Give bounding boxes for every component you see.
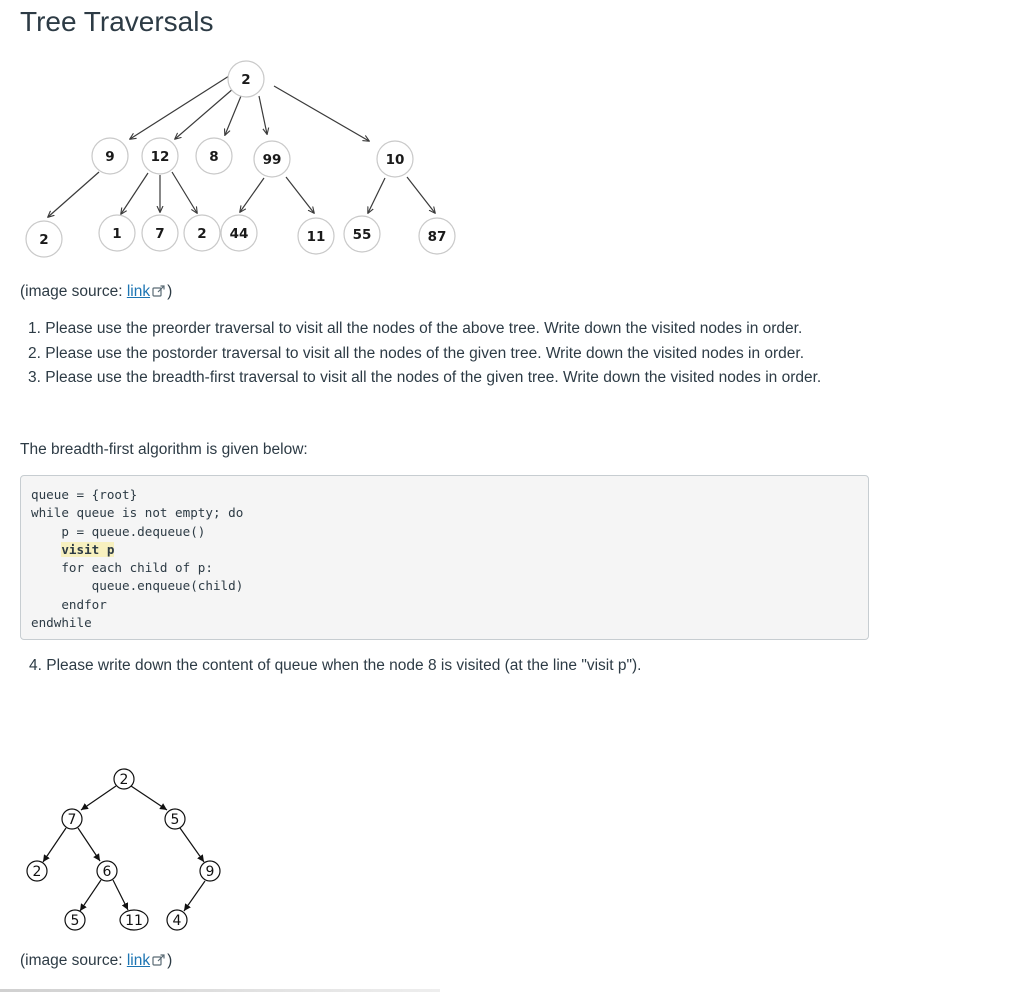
image-source-caption-2: (image source: link ): [20, 952, 173, 969]
tree2-edge: [180, 828, 204, 862]
question-4: 4. Please write down the content of queue when the node 8 is visited (at the line "visit p").: [29, 657, 642, 674]
tree1-edge: [368, 178, 385, 213]
tree1-node: [298, 218, 334, 254]
code-line: for each child of p:: [31, 560, 213, 576]
tree2-edge: [131, 786, 167, 810]
breadth-first-intro: The breadth-first algorithm is given below:: [20, 441, 308, 458]
code-line: queue.enqueue(child): [31, 578, 244, 594]
code-line: p = queue.dequeue(): [31, 523, 206, 539]
svg-text:11: 11: [125, 913, 143, 929]
tree2-node: [167, 910, 187, 930]
tree2-edge: [78, 828, 100, 861]
tree1-node: [377, 141, 413, 177]
svg-text:55: 55: [352, 227, 372, 243]
svg-text:87: 87: [427, 229, 447, 245]
svg-text:10: 10: [385, 152, 405, 168]
code-line: endfor: [31, 596, 107, 612]
question-2: 2. Please use the postorder traversal to visit all the nodes of the given tree. Write down the visited nodes in order.: [28, 344, 805, 362]
image-source-prefix: (image source:: [20, 952, 127, 969]
tree2-node: [120, 910, 148, 930]
external-link-icon: [152, 954, 166, 967]
svg-text:5: 5: [170, 812, 180, 828]
tree1-edge: [259, 96, 267, 134]
svg-text:7: 7: [67, 812, 77, 828]
tree2-node: [97, 861, 117, 881]
svg-text:11: 11: [306, 229, 326, 245]
tree2-edge: [184, 881, 205, 911]
svg-text:2: 2: [32, 864, 42, 880]
tree1-edge: [407, 177, 435, 213]
svg-text:7: 7: [155, 226, 165, 242]
tree-diagram-2: [0, 0, 260, 940]
svg-text:8: 8: [209, 149, 219, 165]
page-title: Tree Traversals: [20, 6, 214, 37]
svg-text:2: 2: [119, 772, 129, 788]
svg-text:2: 2: [241, 72, 251, 88]
question-1: 1. Please use the preorder traversal to visit all the nodes of the above tree. Write down the visited nodes in order.: [28, 320, 803, 337]
svg-text:1: 1: [112, 226, 122, 242]
tree2-node: [62, 809, 82, 829]
svg-text:2: 2: [39, 232, 49, 248]
image-source-link-1[interactable]: link: [126, 283, 151, 300]
tree2-edge: [80, 880, 101, 911]
tree2-node: [65, 910, 85, 930]
tree2-node: [200, 861, 220, 881]
svg-text:9: 9: [105, 149, 115, 165]
tree2-edge: [43, 828, 66, 862]
svg-text:2: 2: [197, 226, 207, 242]
image-source-link-2[interactable]: link: [126, 952, 151, 969]
highlighted-visit-p: visit p: [61, 541, 115, 557]
svg-text:5: 5: [70, 913, 80, 929]
question-3: 3. Please use the breadth-first traversal to visit all the nodes of the given tree. Write down the visited nodes in order.: [28, 369, 822, 386]
tree2-node: [27, 861, 47, 881]
tree2-edge: [81, 786, 116, 810]
code-line: endwhile: [31, 615, 92, 631]
svg-text:12: 12: [150, 149, 170, 165]
tree1-node: [344, 216, 380, 252]
tree1-node: [419, 218, 455, 254]
svg-text:44: 44: [229, 226, 249, 242]
tree1-edge: [286, 177, 314, 213]
tree2-node: [114, 769, 134, 789]
svg-text:9: 9: [205, 864, 215, 880]
svg-text:99: 99: [262, 152, 282, 168]
tree2-edge: [113, 880, 128, 910]
svg-text:6: 6: [102, 864, 112, 880]
svg-text:4: 4: [172, 913, 182, 929]
image-source-prefix: (image source:: [20, 283, 127, 300]
image-source-caption-1: (image source: link ): [20, 283, 173, 300]
code-line: while queue is not empty; do: [31, 505, 244, 521]
tree2-edges: [43, 786, 205, 911]
tree1-edge: [274, 86, 369, 141]
code-line: queue = {root}: [31, 487, 138, 502]
tree2-node: [165, 809, 185, 829]
